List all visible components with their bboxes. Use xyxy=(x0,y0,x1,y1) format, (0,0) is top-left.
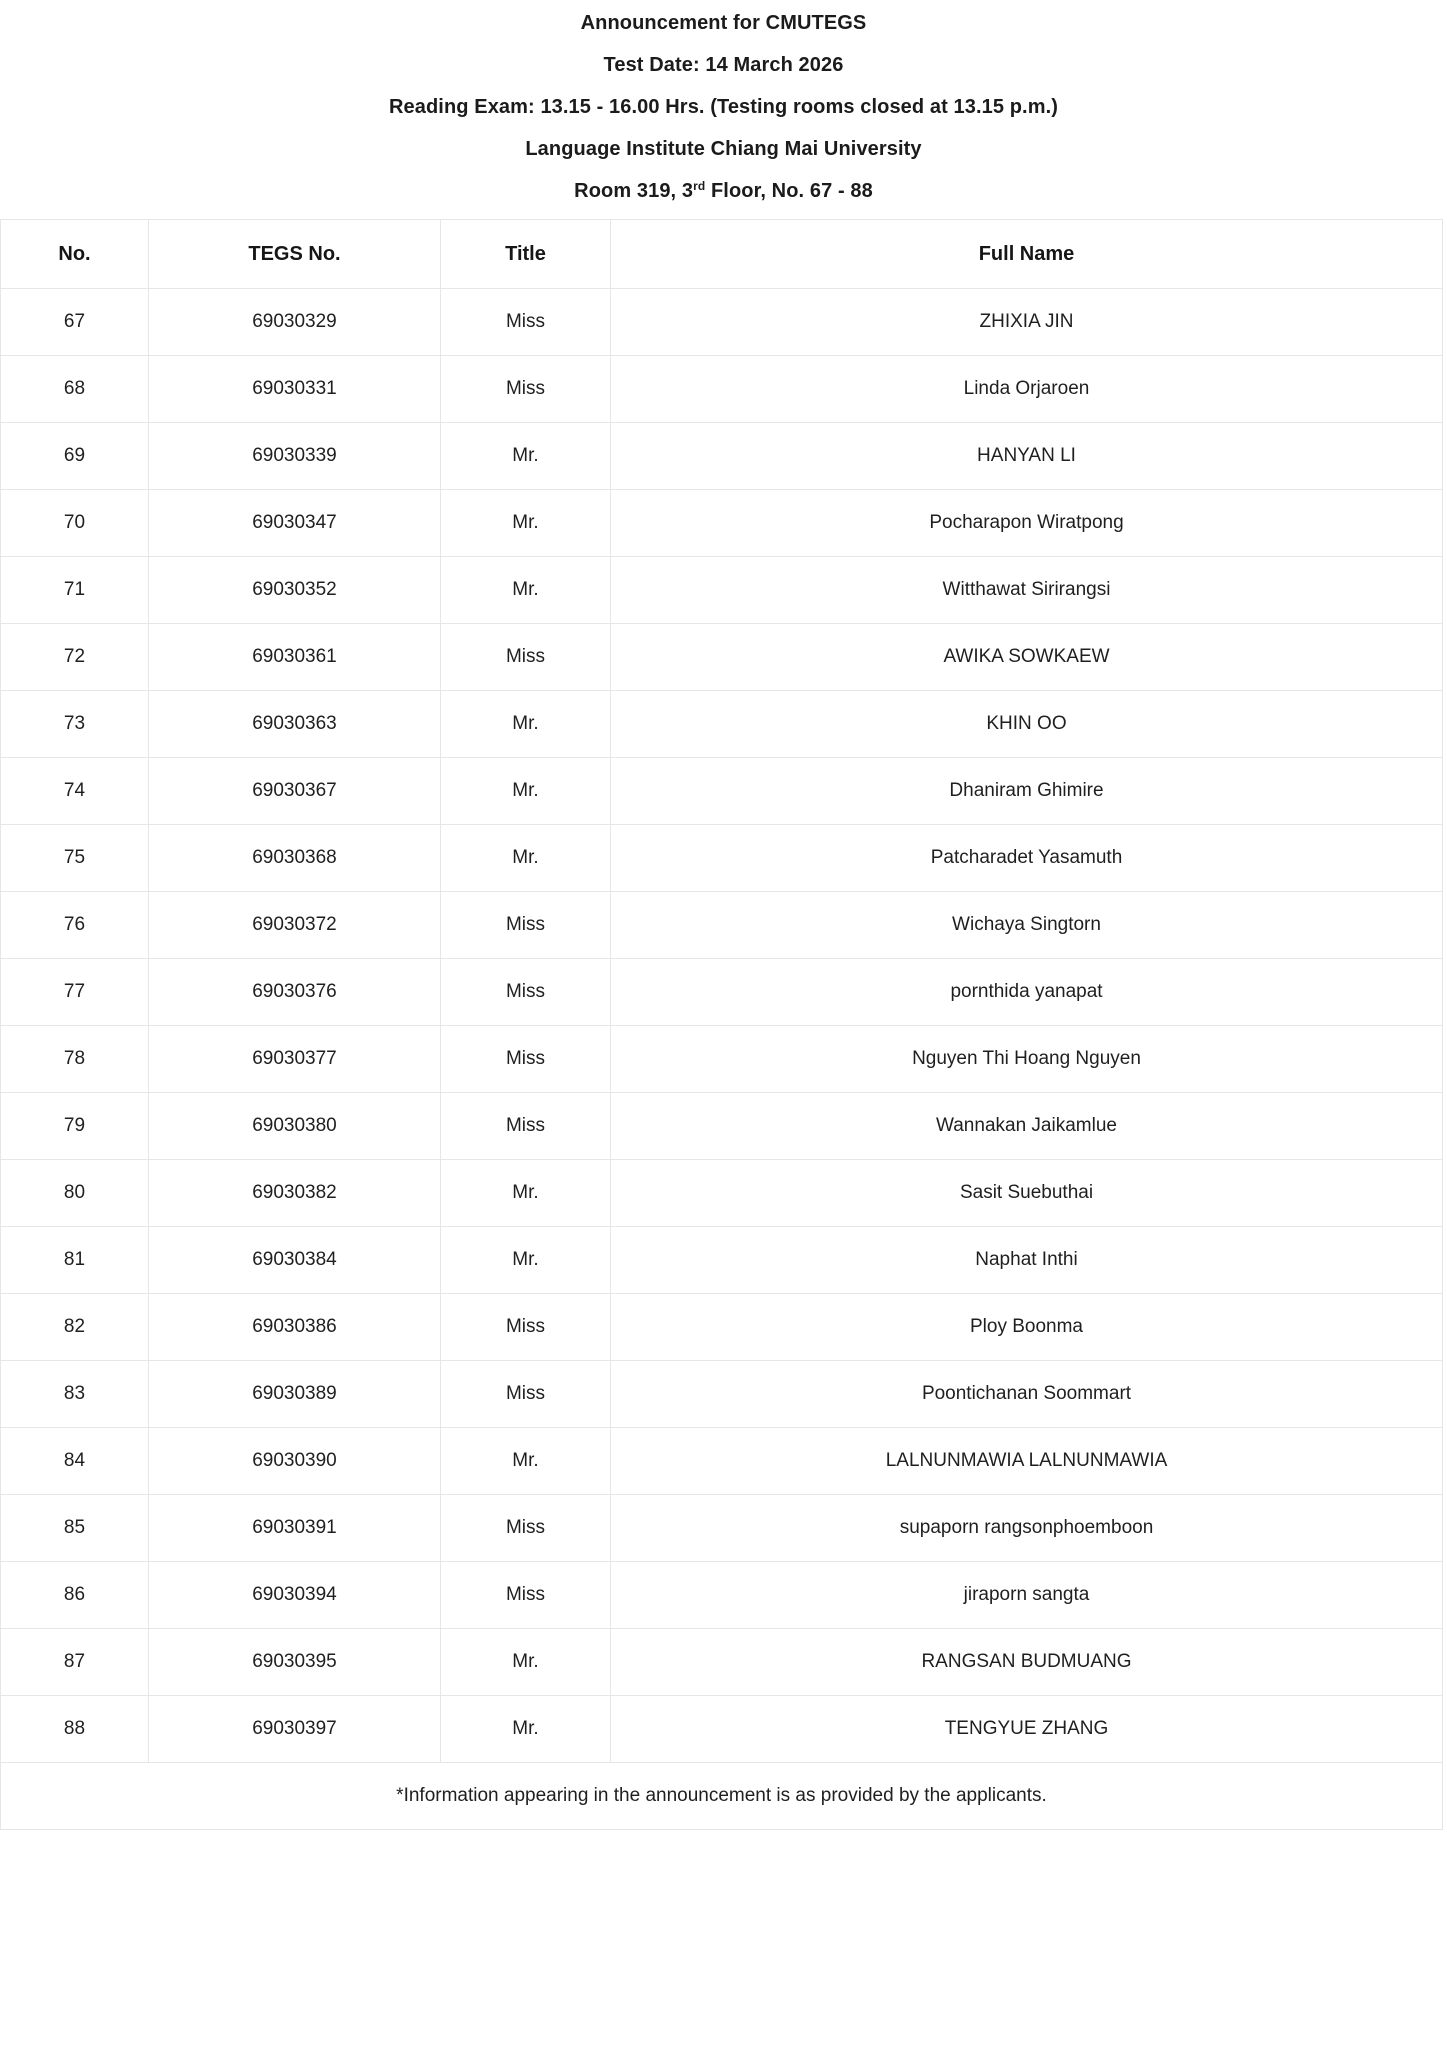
cell-title: Mr. xyxy=(441,1428,611,1495)
footnote-text: *Information appearing in the announcement is as provided by the applicants. xyxy=(1,1763,1443,1830)
cell-no: 72 xyxy=(1,624,149,691)
cell-full-name: Wannakan Jaikamlue xyxy=(611,1093,1443,1160)
footnote-row xyxy=(1,1763,1443,1830)
cell-tegs-no: 69030390 xyxy=(149,1428,441,1495)
cell-tegs-no: 69030331 xyxy=(149,356,441,423)
table-row xyxy=(1,624,1443,691)
roster-table-foot xyxy=(1,1763,1443,1830)
heading-room-ordinal-suffix: rd xyxy=(693,179,706,193)
cell-full-name: KHIN OO xyxy=(611,691,1443,758)
table-row xyxy=(1,758,1443,825)
cell-full-name: Pocharapon Wiratpong xyxy=(611,490,1443,557)
cell-tegs-no: 69030361 xyxy=(149,624,441,691)
cell-no: 87 xyxy=(1,1629,149,1696)
heading-exam-time: Reading Exam: 13.15 - 16.00 Hrs. (Testing rooms closed at 13.15 p.m.) xyxy=(389,96,1058,118)
cell-full-name: LALNUNMAWIA LALNUNMAWIA xyxy=(611,1428,1443,1495)
table-row xyxy=(1,1093,1443,1160)
cell-tegs-no: 69030395 xyxy=(149,1629,441,1696)
cell-no: 76 xyxy=(1,892,149,959)
cell-no: 85 xyxy=(1,1495,149,1562)
table-row xyxy=(1,423,1443,490)
cell-tegs-no: 69030394 xyxy=(149,1562,441,1629)
roster-table-head xyxy=(1,220,1443,289)
cell-title: Miss xyxy=(441,356,611,423)
table-row xyxy=(1,959,1443,1026)
cell-title: Mr. xyxy=(441,758,611,825)
table-row xyxy=(1,1562,1443,1629)
cell-no: 74 xyxy=(1,758,149,825)
cell-tegs-no: 69030391 xyxy=(149,1495,441,1562)
cell-title: Miss xyxy=(441,1294,611,1361)
announcement-heading xyxy=(0,0,1447,212)
cell-title: Miss xyxy=(441,1562,611,1629)
cell-tegs-no: 69030339 xyxy=(149,423,441,490)
cell-tegs-no: 69030376 xyxy=(149,959,441,1026)
cell-title: Mr. xyxy=(441,557,611,624)
cell-title: Mr. xyxy=(441,1227,611,1294)
cell-full-name: jiraporn sangta xyxy=(611,1562,1443,1629)
cell-tegs-no: 69030352 xyxy=(149,557,441,624)
cell-full-name: Sasit Suebuthai xyxy=(611,1160,1443,1227)
cell-title: Mr. xyxy=(441,423,611,490)
cell-no: 86 xyxy=(1,1562,149,1629)
cell-no: 79 xyxy=(1,1093,149,1160)
column-header-full-name: Full Name xyxy=(611,220,1443,289)
table-row xyxy=(1,289,1443,356)
table-row xyxy=(1,892,1443,959)
table-row xyxy=(1,1026,1443,1093)
cell-full-name: Witthawat Sirirangsi xyxy=(611,557,1443,624)
cell-tegs-no: 69030382 xyxy=(149,1160,441,1227)
heading-institute: Language Institute Chiang Mai University xyxy=(525,138,922,160)
table-row xyxy=(1,825,1443,892)
table-row xyxy=(1,356,1443,423)
table-row xyxy=(1,1294,1443,1361)
cell-title: Miss xyxy=(441,959,611,1026)
cell-full-name: ZHIXIA JIN xyxy=(611,289,1443,356)
cell-no: 77 xyxy=(1,959,149,1026)
cell-tegs-no: 69030372 xyxy=(149,892,441,959)
cell-no: 88 xyxy=(1,1696,149,1763)
cell-full-name: HANYAN LI xyxy=(611,423,1443,490)
heading-title: Announcement for CMUTEGS xyxy=(580,12,867,34)
table-header-row xyxy=(1,220,1443,289)
cell-no: 68 xyxy=(1,356,149,423)
heading-room-suffix: Floor, No. 67 - 88 xyxy=(705,180,873,202)
cell-title: Mr. xyxy=(441,1160,611,1227)
cell-no: 67 xyxy=(1,289,149,356)
cell-tegs-no: 69030347 xyxy=(149,490,441,557)
cell-no: 80 xyxy=(1,1160,149,1227)
cell-full-name: supaporn rangsonphoemboon xyxy=(611,1495,1443,1562)
cell-no: 81 xyxy=(1,1227,149,1294)
cell-tegs-no: 69030368 xyxy=(149,825,441,892)
cell-full-name: Dhaniram Ghimire xyxy=(611,758,1443,825)
cell-tegs-no: 69030329 xyxy=(149,289,441,356)
cell-tegs-no: 69030377 xyxy=(149,1026,441,1093)
cell-tegs-no: 69030389 xyxy=(149,1361,441,1428)
table-row xyxy=(1,490,1443,557)
table-row xyxy=(1,1629,1443,1696)
cell-tegs-no: 69030380 xyxy=(149,1093,441,1160)
heading-test-date: Test Date: 14 March 2026 xyxy=(603,54,844,76)
cell-full-name: Patcharadet Yasamuth xyxy=(611,825,1443,892)
cell-title: Mr. xyxy=(441,490,611,557)
cell-title: Miss xyxy=(441,1361,611,1428)
cell-tegs-no: 69030386 xyxy=(149,1294,441,1361)
cell-tegs-no: 69030363 xyxy=(149,691,441,758)
table-row xyxy=(1,1361,1443,1428)
heading-room xyxy=(0,170,1447,212)
cell-no: 69 xyxy=(1,423,149,490)
cell-full-name: Nguyen Thi Hoang Nguyen xyxy=(611,1026,1443,1093)
cell-no: 83 xyxy=(1,1361,149,1428)
table-row xyxy=(1,1160,1443,1227)
cell-full-name: Poontichanan Soommart xyxy=(611,1361,1443,1428)
cell-tegs-no: 69030384 xyxy=(149,1227,441,1294)
roster-table xyxy=(0,219,1443,1830)
cell-no: 78 xyxy=(1,1026,149,1093)
cell-no: 75 xyxy=(1,825,149,892)
cell-title: Mr. xyxy=(441,1629,611,1696)
cell-tegs-no: 69030397 xyxy=(149,1696,441,1763)
table-row xyxy=(1,1428,1443,1495)
cell-no: 73 xyxy=(1,691,149,758)
cell-title: Miss xyxy=(441,624,611,691)
table-row xyxy=(1,1227,1443,1294)
cell-full-name: Ploy Boonma xyxy=(611,1294,1443,1361)
cell-full-name: TENGYUE ZHANG xyxy=(611,1696,1443,1763)
cell-full-name: Wichaya Singtorn xyxy=(611,892,1443,959)
cell-title: Miss xyxy=(441,1026,611,1093)
heading-room-prefix: Room 319, 3 xyxy=(574,180,694,202)
roster-table-wrapper xyxy=(0,219,1447,1830)
cell-no: 84 xyxy=(1,1428,149,1495)
column-header-no: No. xyxy=(1,220,149,289)
table-row xyxy=(1,557,1443,624)
cell-full-name: AWIKA SOWKAEW xyxy=(611,624,1443,691)
cell-title: Miss xyxy=(441,289,611,356)
cell-title: Mr. xyxy=(441,691,611,758)
cell-full-name: Linda Orjaroen xyxy=(611,356,1443,423)
column-header-tegs-no: TEGS No. xyxy=(149,220,441,289)
cell-full-name: Naphat Inthi xyxy=(611,1227,1443,1294)
table-row xyxy=(1,691,1443,758)
cell-full-name: RANGSAN BUDMUANG xyxy=(611,1629,1443,1696)
cell-title: Mr. xyxy=(441,1696,611,1763)
cell-title: Miss xyxy=(441,1495,611,1562)
table-row xyxy=(1,1696,1443,1763)
cell-title: Miss xyxy=(441,892,611,959)
roster-table-body xyxy=(1,289,1443,1763)
cell-full-name: pornthida yanapat xyxy=(611,959,1443,1026)
cell-no: 82 xyxy=(1,1294,149,1361)
cell-no: 71 xyxy=(1,557,149,624)
table-row xyxy=(1,1495,1443,1562)
column-header-title: Title xyxy=(441,220,611,289)
cell-title: Miss xyxy=(441,1093,611,1160)
cell-no: 70 xyxy=(1,490,149,557)
cell-title: Mr. xyxy=(441,825,611,892)
cell-tegs-no: 69030367 xyxy=(149,758,441,825)
